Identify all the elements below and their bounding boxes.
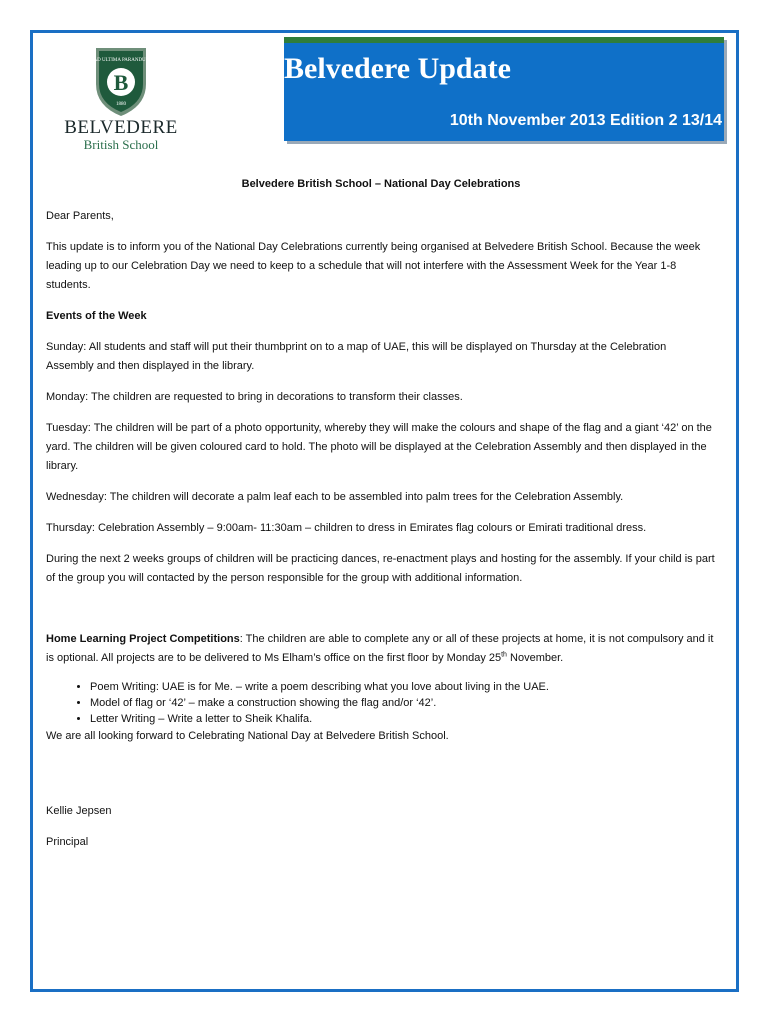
event-tuesday: Tuesday: The children will be part of a photo opportunity, whereby they will make the colours and shape of the flag and a giant ‘42’ on the yard. The children will be given coloured card to hold. The photo will be displayed at the Celebration Assembly and then displayed in the library. [46, 422, 712, 472]
spacer [46, 600, 716, 630]
signatory-name: Kellie Jepsen [46, 805, 112, 817]
projects-label: Home Learning Project Competitions [46, 633, 240, 645]
list-item: • Model of flag or ‘42’ – make a construction showing the flag and/or ‘42’. [90, 695, 716, 711]
greeting: Dear Parents, [46, 210, 114, 222]
projects-list [46, 679, 716, 727]
crest-year: 1880 [116, 102, 126, 107]
event-monday: Monday: The children are requested to bring in decorations to transform their classes. [46, 391, 463, 403]
banner-title: Belvedere Update [284, 52, 511, 85]
projects-text-end: November. [506, 652, 564, 664]
closing-line: We are all looking forward to Celebrating National Day at Belvedere British School. [46, 730, 449, 742]
projects-text: : The children are able to complete any or all of these projects at home, it is not compulsory and it is optional. All projects are to be delivered to Ms Elham’s office on the first floor by Monday 25 [46, 633, 714, 664]
list-item: • Poem Writing: UAE is for Me. – write a poem describing what you love about living in the UAE. [90, 679, 716, 695]
signatory-role: Principal [46, 836, 89, 848]
list-item: • Letter Writing – Write a letter to Sheik Khalifa. [90, 711, 716, 727]
event-thursday: Thursday: Celebration Assembly – 9:00am- 11:30am – children to dress in Emirates flag colours or Emirati traditional dress. [46, 522, 647, 534]
practice-paragraph: During the next 2 weeks groups of children will be practicing dances, re-enactment plays and hosting for the assembly. If your child is part of the group you will contacted by the person responsible for the group with additional information. [46, 553, 715, 584]
letter-body [46, 175, 716, 864]
crest-motto: AD ULTIMA PARANDUS [93, 58, 149, 63]
spacer [46, 758, 716, 802]
event-wednesday: Wednesday: The children will decorate a palm leaf each to be assembled into palm trees for the Celebration Assembly. [46, 491, 624, 503]
crest-letter: B [113, 70, 129, 95]
logo-name: BELVEDERE [64, 117, 178, 138]
logo-subtitle: British School [83, 137, 159, 152]
banner-edition: 10th November 2013 Edition 2 13/14 [449, 112, 722, 129]
intro-paragraph: This update is to inform you of the National Day Celebrations currently being organised at Belvedere British School. Because the week leading up to our Celebration Day we need to keep to a schedule that will not interfere with the Assessment Week for the Year 1-8 students. [46, 241, 701, 291]
event-sunday: Sunday: All students and staff will put their thumbprint on to a map of UAE, this will be displayed on Thursday at the Celebration Assembly and then displayed in the library. [46, 341, 667, 372]
school-crest-icon [52, 44, 190, 118]
letter-heading: Belvedere British School – National Day Celebrations [241, 178, 521, 190]
header-banner [284, 37, 724, 141]
events-heading: Events of the Week [46, 310, 147, 322]
projects-superscript: th [501, 651, 507, 659]
school-logo [52, 44, 190, 154]
projects-paragraph [46, 630, 716, 668]
